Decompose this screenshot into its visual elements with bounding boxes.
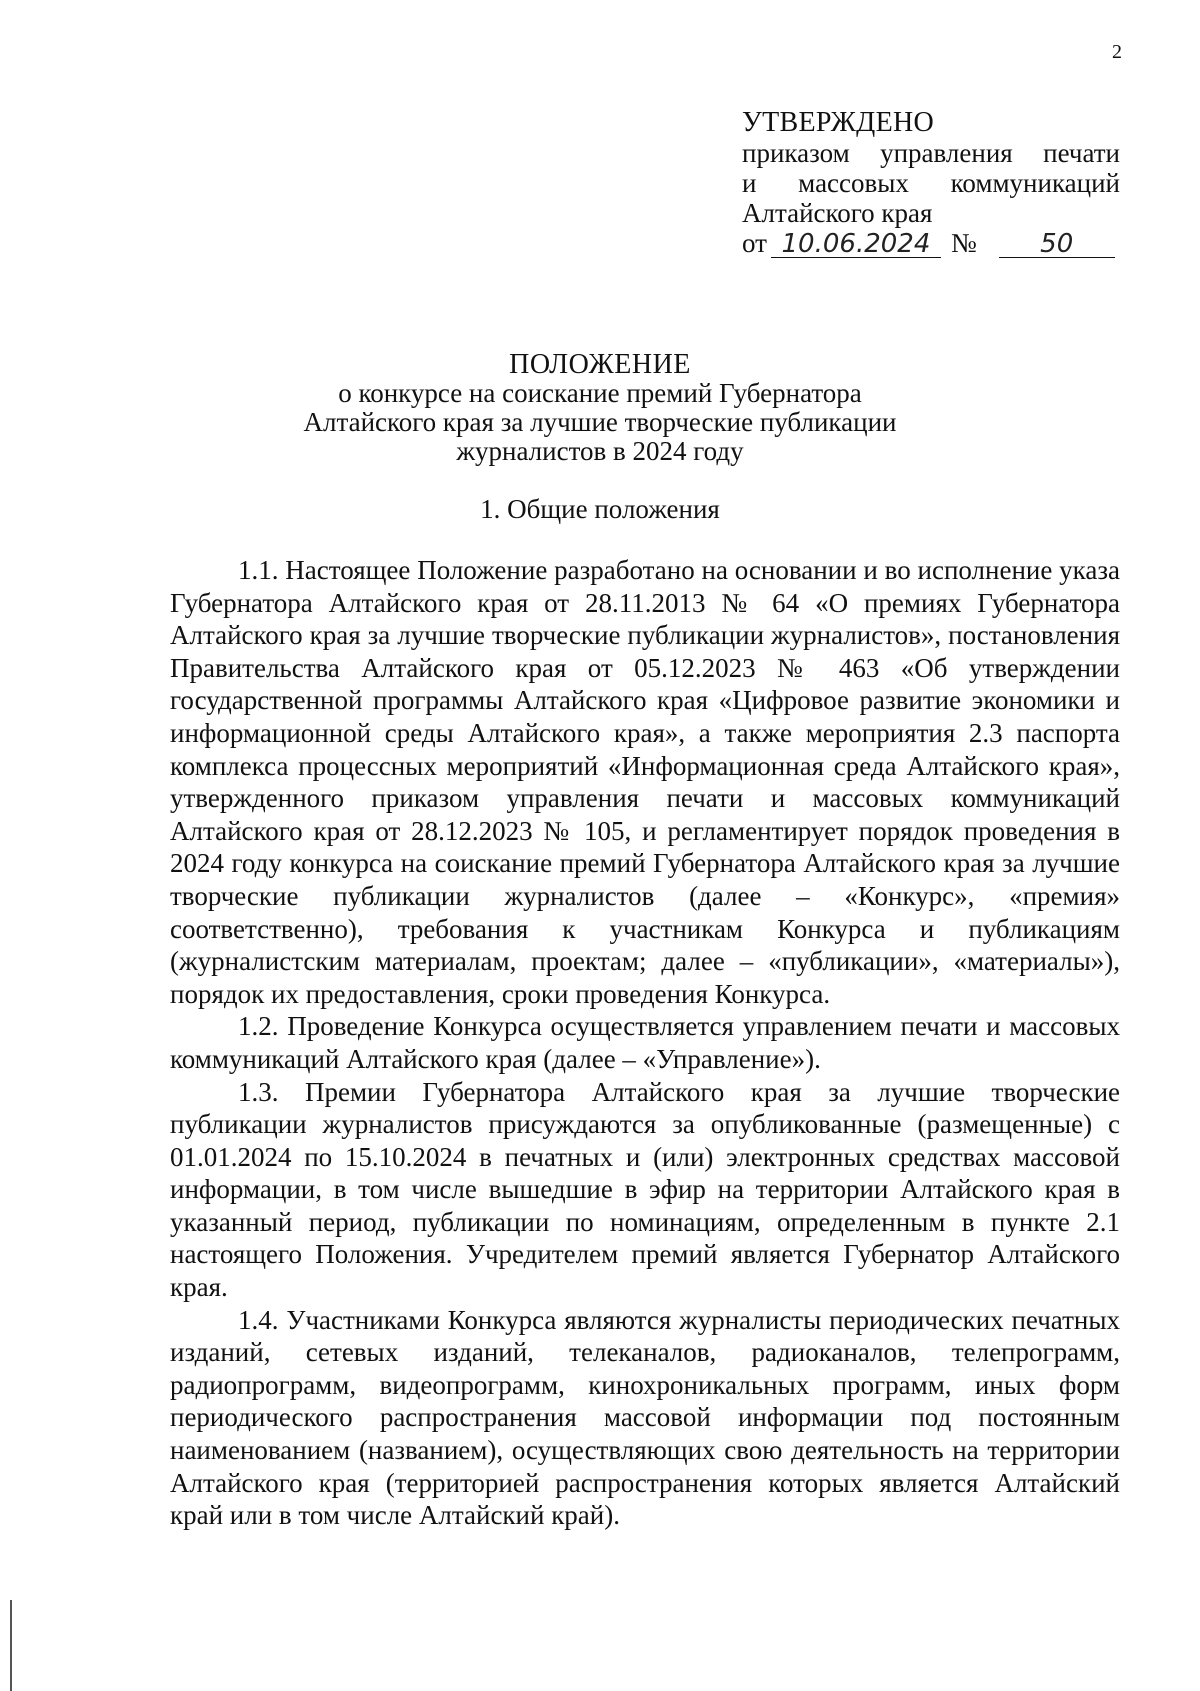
approval-heading: УТВЕРЖДЕНО bbox=[742, 107, 935, 138]
document-body bbox=[170, 554, 1120, 1532]
handwritten-date: 10.06.2024 bbox=[771, 231, 941, 258]
paragraph-1-3: 1.3. Премии Губернатора Алтайского края за лучшие творческие публикации журналистов присуждаются за опубликованные (размещенные) с 01.01.2024 по 15.10.2024 в печатных и (или) электронных средствах массовой информации, в том числе вышедшие в эфир на территории Алтайского края в указанный период, публикации по номинациям, определенным в пункте 2.1 настоящего Положения. Учредителем премий является Губернатор Алтайского края. bbox=[170, 1076, 1120, 1303]
title-line-1: о конкурсе на соискание премий Губернатора bbox=[338, 378, 862, 408]
section-heading: 1. Общие положения bbox=[480, 494, 720, 524]
approval-date-line bbox=[742, 228, 1120, 258]
approval-block bbox=[742, 108, 1120, 258]
approval-line-1: приказом управления печати bbox=[742, 138, 1120, 168]
document-title bbox=[240, 350, 960, 466]
approval-line-3: Алтайского края bbox=[742, 198, 933, 228]
handwritten-number: 50 bbox=[999, 231, 1115, 258]
page-number: 2 bbox=[1112, 41, 1122, 63]
title-line-3: журналистов в 2024 году bbox=[456, 436, 744, 466]
approval-line-2: и массовых коммуникаций bbox=[742, 168, 1120, 198]
title-main: ПОЛОЖЕНИЕ bbox=[509, 349, 691, 380]
paragraph-1-2: 1.2. Проведение Конкурса осуществляется управлением печати и массовых коммуникаций Алтайского края (далее – «Управление»). bbox=[170, 1011, 1120, 1074]
paragraph-1-4: 1.4. Участниками Конкурса являются журналисты периодических печатных изданий, сетевых изданий, телеканалов, радиоканалов, телепрограмм, радиопрограмм, видеопрограмм, кинохроникальных программ, иных форм периодического распространения массовой информации под постоянным наименованием (названием), осуществляющих свою деятельность на территории Алтайского края (территорией распространения которых является Алтайский край или в том числе Алтайский край). bbox=[170, 1304, 1120, 1531]
title-line-2: Алтайского края за лучшие творческие публикации bbox=[303, 407, 897, 437]
scan-edge-mark bbox=[10, 1600, 12, 1691]
date-prefix: от bbox=[742, 228, 767, 258]
paragraph-1-1: 1.1. Настоящее Положение разработано на основании и во исполнение указа Губернатора Алтайского края от 28.11.2013 № 64 «О премиях Губернатора Алтайского края за лучшие творческие публикации журналистов», постановления Правительства Алтайского края от 05.12.2023 № 463 «Об утверждении государственной программы Алтайского края «Цифровое развитие экономики и информационной среды Алтайского края», а также мероприятия 2.3 паспорта комплекса процессных мероприятий «Информационная среда Алтайского края», утвержденного приказом управления печати и массовых коммуникаций Алтайского края от 28.12.2023 № 105, и регламентирует порядок проведения в 2024 году конкурса на соискание премий Губернатора Алтайского края за лучшие творческие публикации журналистов (далее – «Конкурс», «премия» соответственно), требования к участникам Конкурса и публикациям (журналистским материалам, проектам; далее – «публикации», «материалы»), порядок их предоставления, сроки проведения Конкурса. bbox=[170, 555, 1120, 1009]
number-sign: № bbox=[950, 228, 977, 258]
